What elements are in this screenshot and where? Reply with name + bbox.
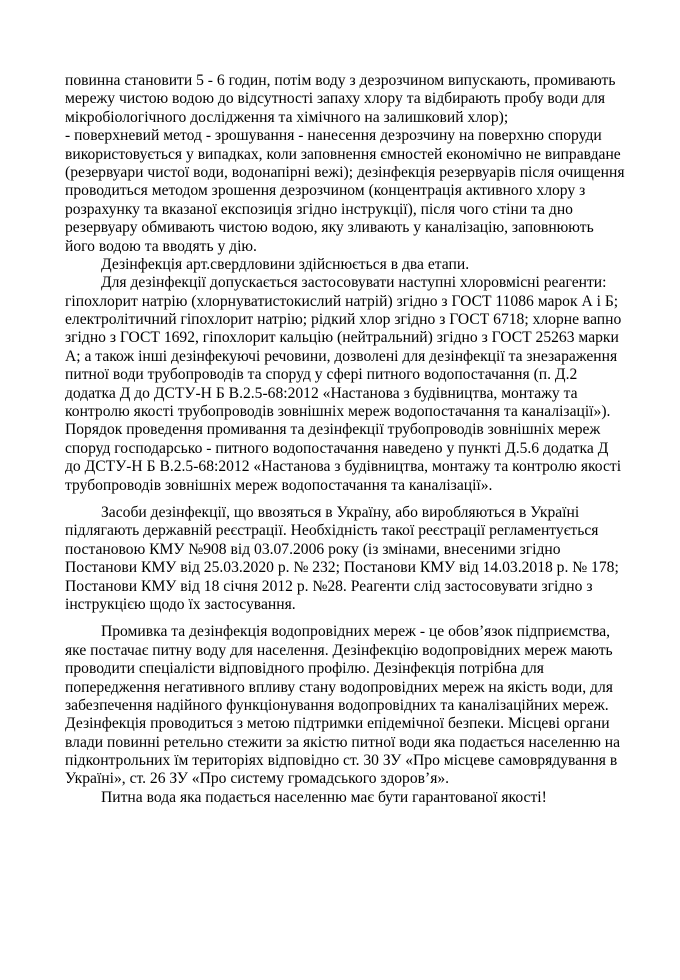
text-line: Постанови КМУ від 25.03.2020 р. № 232; Постанови КМУ від 14.03.2018 р. № 178; [65, 559, 619, 577]
text-line: підлягають державній реєстрації. Необхідність такої реєстрації регламентується [65, 522, 599, 540]
text-line: трубопроводів зовнішніх мереж водопостачання та каналізації». [65, 476, 493, 494]
text-line: влади повинні ретельно стежити за якістю питної води яка подається населенню на [65, 733, 621, 751]
text-line: - поверхневий метод - зрошування - нанесення дезрозчину на поверхню споруди [65, 127, 602, 145]
text-line: Для дезінфекції допускається застосовувати наступні хлоровмісні реагенти: [101, 274, 607, 292]
text-line: Україні», ст. 26 ЗУ «Про систему громадського здоров’я». [65, 770, 450, 788]
text-line: до ДСТУ-Н Б В.2.5-68:2012 «Настанова з будівництва, монтажу та контролю якості [65, 458, 622, 476]
text-line: повинна становити 5 - 6 годин, потім воду з дезрозчином випускають, промивають [65, 72, 616, 89]
text-line: інструкцією щодо їх застосування. [65, 595, 296, 613]
text-line: згідно з ГОСТ 1692, гіпохлорит кальцію (нейтральний) згідно з ГОСТ 25263 марки [65, 329, 619, 347]
text-line: (резервуари чистої води, водонапірні вежі); дезінфекція резервуарів після очищення [65, 163, 625, 181]
text-line: проводити спеціалісти відповідного профілю. Дезінфекція потрібна для [65, 660, 544, 678]
text-line: підконтрольних їм територіях відповідно ст. 30 ЗУ «Про місцеве самоврядування в [65, 752, 618, 770]
text-line: попередження негативного впливу стану водопровідних мереж на якість води, для [65, 678, 613, 696]
text-line: гіпохлорит натрію (хлорнуватистокислий натрій) згідно з ГОСТ 11086 марок А і Б; [65, 292, 619, 310]
text-line: Питна вода яка подається населенню має бути гарантованої якості! [101, 788, 547, 806]
text-line: Дезінфекція арт.свердловини здійснюється в два етапи. [101, 255, 470, 273]
text-line: Порядок проведення промивання та дезінфекції трубопроводів зовнішніх мереж [65, 421, 601, 439]
text-line: резервуару обмивають чистою водою, яку зливають у каналізацію, заповнюють [65, 219, 594, 237]
text-line: мережу чистою водою до відсутності запаху хлору та відбирають пробу води для [65, 90, 606, 108]
paragraph-gap [65, 495, 680, 504]
text-line: питної води трубопроводів та споруд у сфері питного водопостачання (п. Д.2 [65, 366, 578, 384]
paragraph-gap [65, 614, 680, 623]
text-line: А; а також інші дезінфекуючі речовини, дозволені для дезінфекції та знезараження [65, 347, 618, 365]
text-line: мікробіологічного дослідження та хімічного на залишковий хлор); [65, 108, 509, 126]
document-body [65, 72, 680, 807]
text-line: постановою КМУ №908 від 03.07.2006 року (із змінами, внесеними згідно [65, 540, 561, 558]
text-line: розрахунку та вказаної експозиція згідно інструкції), після чого стіни та дно [65, 200, 573, 218]
text-line: Засоби дезінфекції, що ввозяться в Україну, або виробляються в Україні [101, 503, 580, 521]
text-line: електролітичний гіпохлорит натрію; рідкий хлор згідно з ГОСТ 6718; хлорне вапно [65, 311, 622, 329]
text-line: яке постачає питну воду для населення. Дезінфекцію водопровідних мереж мають [65, 641, 613, 659]
text-line: Промивка та дезінфекція водопровідних мереж - це обов’язок підприємства, [101, 623, 611, 641]
text-line: використовується у випадках, коли заповнення ємностей економічно не виправдане [65, 145, 621, 163]
text-line: контролю якості трубопроводів зовнішніх мереж водопостачання та каналізації»). [65, 403, 611, 421]
text-line: його водою та вводять у дію. [65, 237, 257, 255]
text-line: Постанови КМУ від 18 січня 2012 р. №28. Реагенти слід застосовувати згідно з [65, 577, 593, 595]
text-line: забезпечення надійного функціонування водопровідних та каналізаційних мереж. [65, 696, 609, 714]
text-line: додатка Д до ДСТУ-Н Б В.2.5-68:2012 «Настанова з будівництва, монтажу та [65, 384, 578, 402]
text-line: споруд господарсько - питного водопостачання наведено у пункті Д.5.6 додатка Д [65, 439, 609, 457]
text-line: Дезінфекція проводиться з метою підтримки епідемічної безпеки. Місцеві органи [65, 715, 610, 733]
text-line: проводиться методом зрошення дезрозчином (концентрація активного хлору з [65, 182, 586, 200]
